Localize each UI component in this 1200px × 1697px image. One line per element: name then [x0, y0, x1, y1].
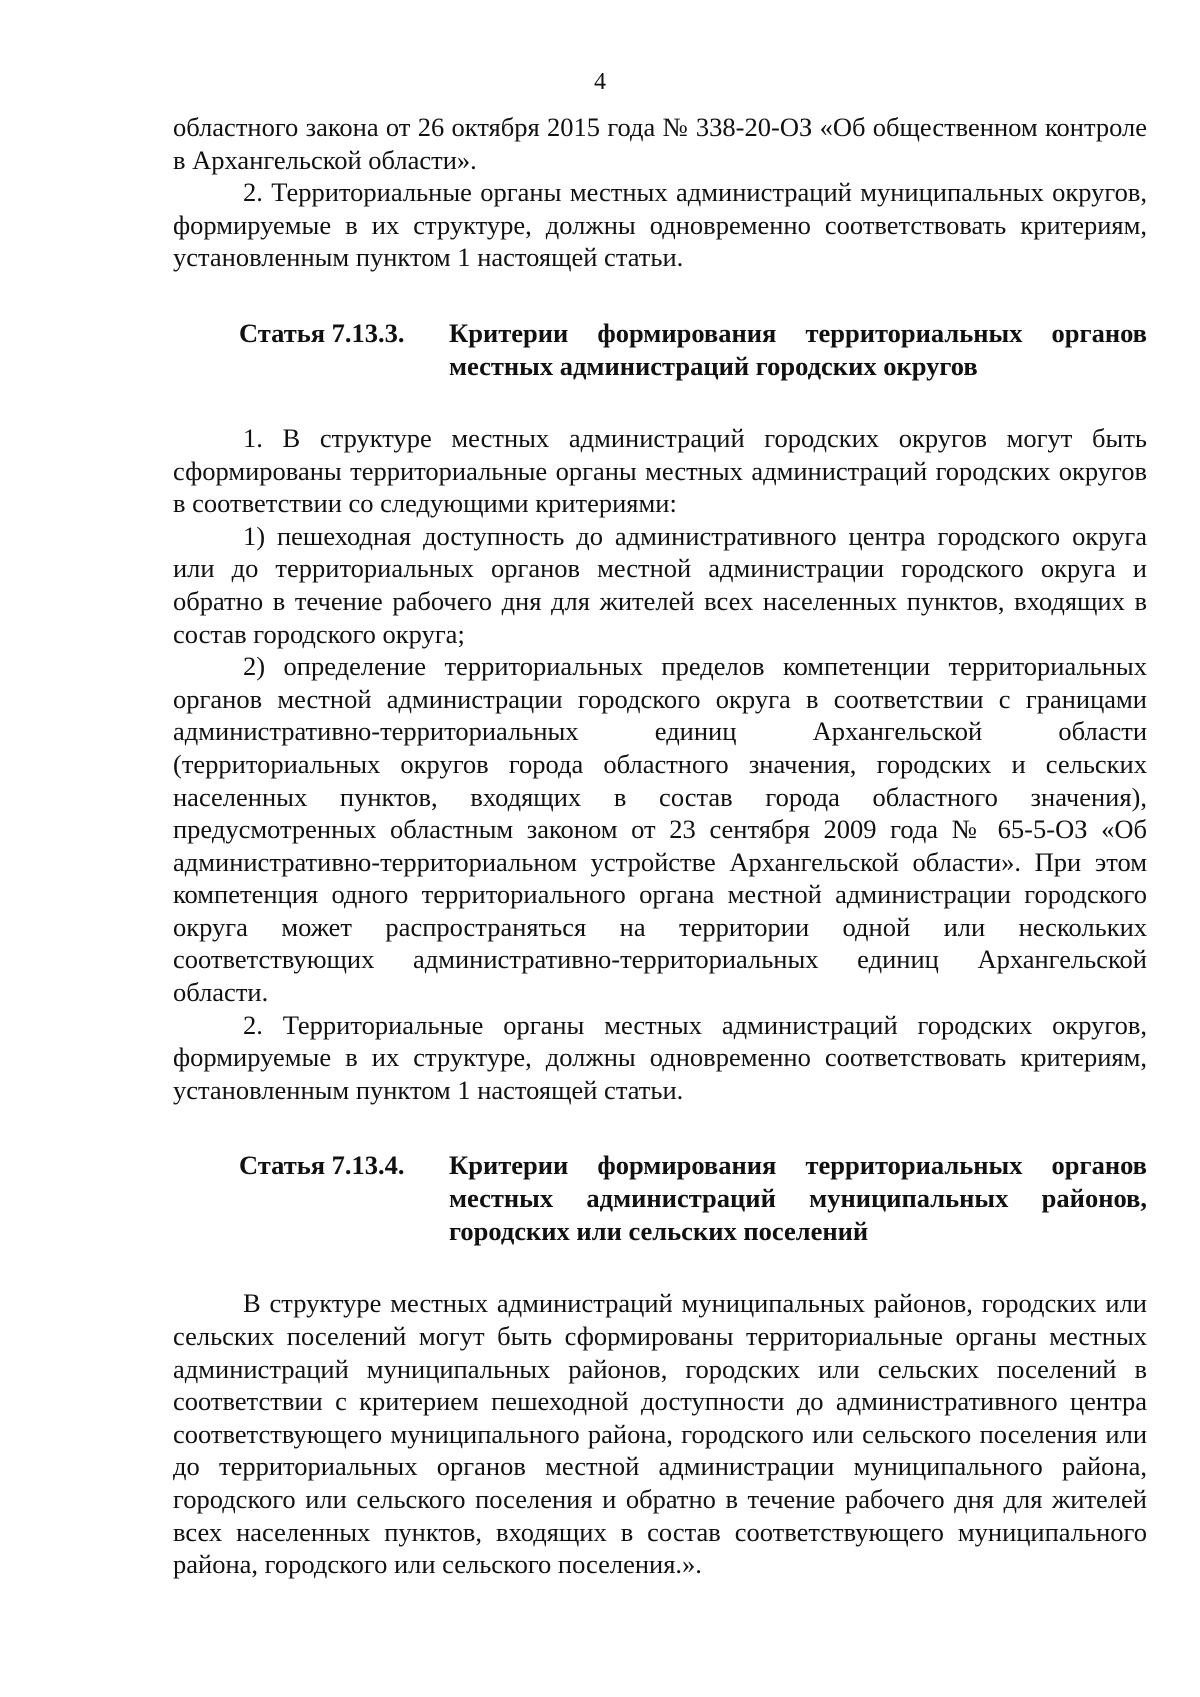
article-number: Статья 7.13.3.	[239, 317, 405, 348]
document-body	[173, 111, 1147, 1581]
intro-paragraph-2: 2. Территориальные органы местных администраций муниципальных округов, формируемые в их структуре, должны одновременно соответствовать критериям, установленным пунктом 1 настоящей статьи.	[173, 177, 1147, 273]
article-number: Статья 7.13.4.	[239, 1150, 405, 1181]
article-title: Критерии формирования территориальных органов местных администраций городских округов	[449, 317, 1147, 381]
article-title: Критерии формирования территориальных органов местных администраций муниципальных районов, городских или сельских поселений	[449, 1150, 1147, 1247]
article-1-paragraph-2: 2. Территориальные органы местных администраций городских округов, формируемые в их структуре, должны одновременно соответствовать критериям, установленным пунктом 1 настоящей статьи.	[173, 1009, 1147, 1105]
article-heading-7-13-4	[173, 1149, 1147, 1248]
article-1-item-2: 2) определение территориальных пределов компетенции территориальных органов местной администрации городского округа в соответствии с границами административно-территориальных единиц Архангельской области (территориальных округов города областного значения, городских и сельских населенных пунктов, входящих в состав города областного значения), предусмотренных областным законом от 23 сентября 2009 года № 65-5-ОЗ «Об административно-территориальном устройстве Архангельской области». При этом компетенция одного территориального органа местной администрации городского округа может распространяться на территории одной или нескольких соответствующих административно-территориальных единиц Архангельской области.	[173, 651, 1147, 1008]
article-heading-7-13-3	[173, 317, 1147, 383]
article-1-item-1: 1) пешеходная доступность до административного центра городского округа или до территориальных органов местной администрации городского округа и обратно в течение рабочего дня для жителей всех населенных пунктов, входящих в состав городского округа;	[173, 520, 1147, 649]
intro-paragraph-continuation: областного закона от 26 октября 2015 года № 338-20-ОЗ «Об общественном контроле в Архангельской области».	[173, 112, 1147, 175]
page-number: 4	[594, 69, 606, 95]
article-2-paragraph-1: В структуре местных администраций муниципальных районов, городских или сельских поселений могут быть сформированы территориальные органы местных администраций муниципальных районов, городских или сельских поселений в соответствии с критерием пешеходной доступности до административного центра соответствующего муниципального района, городского или сельского поселения или до территориальных органов местной администрации муниципального района, городского или сельского поселения и обратно в течение рабочего дня для жителей всех населенных пунктов, входящих в состав соответствующего муниципального района, городского или сельского поселения.».	[173, 1288, 1147, 1580]
article-1-paragraph-1: 1. В структуре местных администраций городских округов могут быть сформированы территориальные органы местных администраций городских округов в соответствии со следующими критериями:	[173, 422, 1147, 519]
